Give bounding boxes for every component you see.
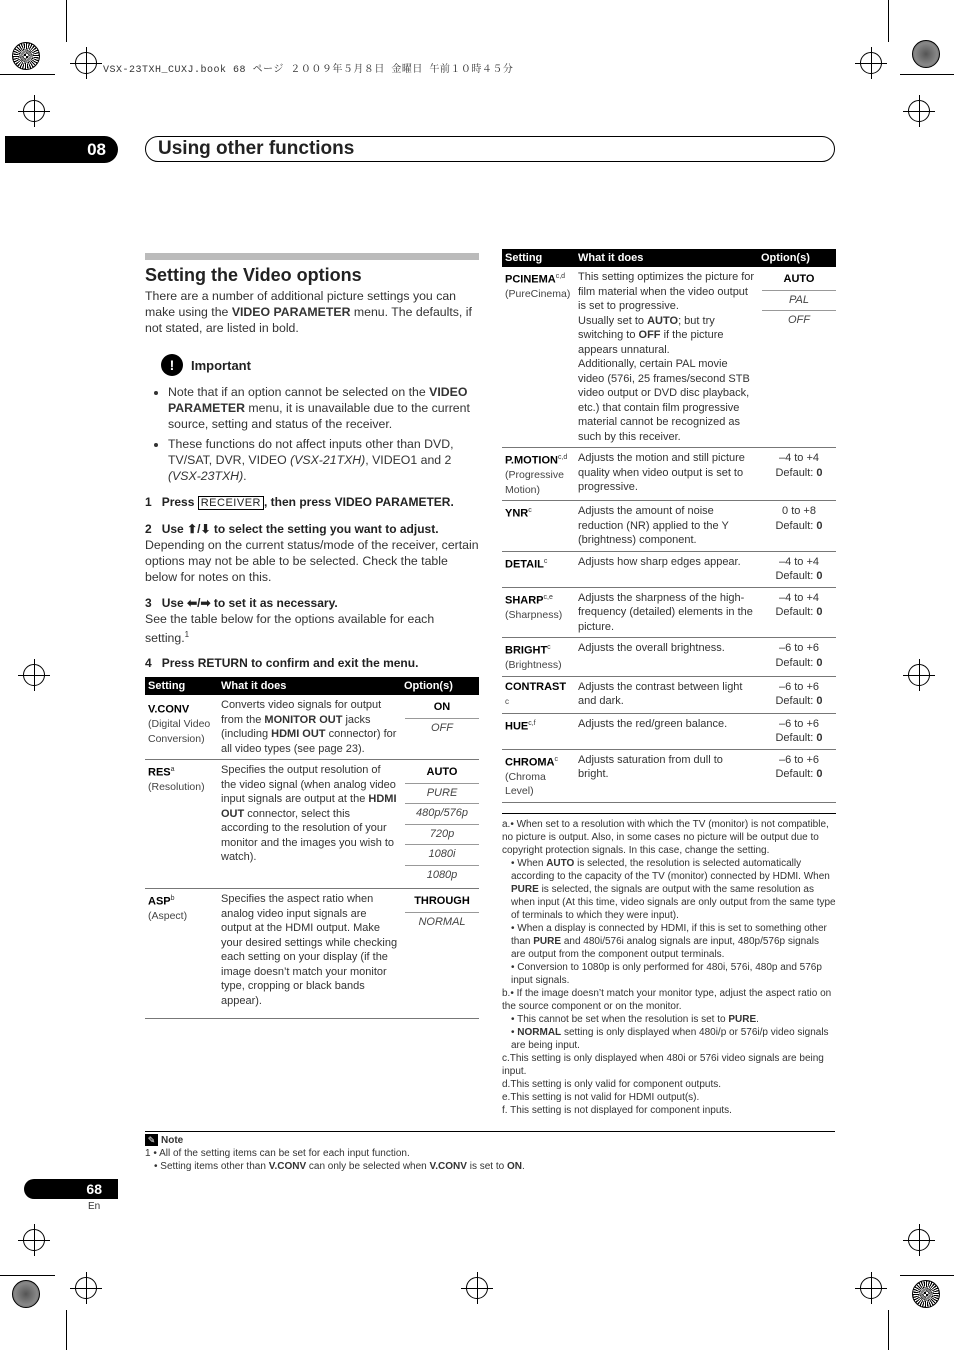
- footnote-f: f. This setting is not displayed for component inputs.: [502, 1104, 732, 1116]
- table-row-chroma: CHROMA$^c$ (Chroma Level) Adjusts saturation from dull to bright. –6 to +6 Default: 0: [502, 749, 836, 802]
- footnote-b3: • NORMAL setting is only displayed when 480i/p or 576i/p video signals are being input.: [511, 1026, 829, 1051]
- crop-line: [0, 1275, 55, 1276]
- page-language: En: [88, 1201, 101, 1212]
- header-options: Option(s): [401, 677, 479, 695]
- important-icon: !: [161, 354, 183, 376]
- footnote-a2: • When AUTO is selected, the resolution is selected automatically according to the capacity of the TV (monitor) connected by HDMI. When PURE is selected, the signals are output with the same resolution as when input (At this time, video signals are only output from the same type of terminals to which they were input).: [511, 857, 836, 921]
- video-options-table-right: [502, 249, 836, 803]
- step-4: 4 Press RETURN to confirm and exit the menu.: [145, 656, 419, 671]
- default-value: Default: 0: [775, 768, 823, 781]
- important-label: Important: [191, 358, 251, 373]
- crosshair-mark: [23, 100, 45, 122]
- footnote-b2: • This cannot be set when the resolution is set to PURE.: [511, 1013, 759, 1025]
- crop-line: [888, 0, 889, 42]
- crop-line: [900, 74, 954, 75]
- option-normal: NORMAL: [418, 915, 466, 928]
- receiver-key: RECEIVER: [198, 496, 264, 510]
- option-off: OFF: [431, 721, 453, 734]
- option-720p: 720p: [405, 825, 479, 846]
- option-1080p: 1080p: [426, 868, 458, 881]
- chapter-title: Using other functions: [158, 138, 355, 159]
- crop-line: [0, 74, 55, 75]
- video-options-table-left: [145, 677, 479, 1019]
- header-what: What it does: [575, 249, 758, 267]
- table-row-contrast: CONTRAST c Adjusts the contrast between light and dark. –6 to +6 Default: 0: [502, 676, 836, 713]
- crosshair-mark: [23, 1229, 45, 1251]
- table-row-sharp: SHARP$^{c,e}$ (Sharpness) Adjusts the sharpness of the high-frequency (detailed) elements in the picture. –4 to +4 Default: 0: [502, 587, 836, 638]
- crosshair-mark: [75, 52, 97, 74]
- range-value: –6 to +6: [778, 717, 820, 730]
- important-list: [145, 384, 479, 484]
- note-line-1: 1 • All of the setting items can be set for each input function.: [145, 1148, 410, 1159]
- default-value: Default: 0: [775, 656, 823, 669]
- crop-line: [66, 1310, 67, 1350]
- crosshair-mark: [23, 664, 45, 686]
- step-3-body: See the table below for the options available for each setting.$^1$: [145, 612, 435, 646]
- crop-line: [900, 1275, 954, 1276]
- print-header: VSX-23TXH_CUXJ.book 68 ページ ２００９年５月８日 金曜日 午前１０時４５分: [103, 65, 514, 76]
- footnote-b1: b.• If the image doesn’t match your monitor type, adjust the aspect ratio on the source component or on the monitor.: [502, 987, 832, 1012]
- default-value: Default: 0: [775, 732, 823, 745]
- option-pal: PAL: [762, 291, 836, 312]
- footnote-c: c.This setting is only displayed when 480i or 576i video signals are being input.: [502, 1052, 824, 1077]
- default-value: Default: 0: [775, 570, 823, 583]
- default-value: Default: 0: [775, 695, 823, 708]
- range-value: –4 to +4: [778, 591, 820, 604]
- footnote-a3: • When a display is connected by HDMI, if this is set to something other than PURE and 480i/576i analog signals are input, 480p/576p signals are output from the component output terminals.: [511, 922, 827, 960]
- crosshair-mark: [860, 1277, 882, 1299]
- table-row-hue: HUE$^{c,f}$ Adjusts the red/green balance. –6 to +6 Default: 0: [502, 713, 836, 749]
- footnote-d: d.This setting is only valid for component outputs.: [502, 1078, 722, 1090]
- option-auto: AUTO: [405, 763, 479, 784]
- left-column: [145, 253, 479, 1019]
- crosshair-mark: [466, 1277, 488, 1299]
- table-row-bright: BRIGHT$^c$ (Brightness) Adjusts the overall brightness. –6 to +6 Default: 0: [502, 638, 836, 677]
- range-value: –6 to +6: [778, 753, 820, 766]
- crosshair-mark: [908, 1229, 930, 1251]
- option-on: ON: [405, 698, 479, 719]
- header-setting: Setting: [145, 677, 218, 695]
- table-row-detail: DETAIL$^c$ Adjusts how sharp edges appear. –4 to +4 Default: 0: [502, 551, 836, 587]
- note-area: [145, 1131, 835, 1173]
- table-row-pcinema: PCINEMA$^{c,d}$ (PureCinema) This setting optimizes the picture for film material when the video output is set to progressive. Usually set to AUTO; but try switching to OFF if the picture appears unnatural. Additionally, certain PAL movie video (576i, 25 frames/second STB video output or DVD disc playback, etc.) that contain film progressive material cannot be recognized as such by this receiver. AUTO PAL OFF: [502, 267, 836, 448]
- step-2-body: Depending on the current status/mode of the receiver, certain options may not be able to be selected. Check the table below for notes on this.: [145, 538, 479, 584]
- option-off: OFF: [788, 314, 810, 326]
- option-1080i: 1080i: [405, 845, 479, 866]
- registration-starburst-bottom-right: [912, 1280, 940, 1308]
- table-row-res: RES$^a$ (Resolution) Specifies the output resolution of the video signal (when analog video input signals are output at the HDMI OUT connector, select this according to the resolution of your monitor and the images you wish to watch). AUTO PURE 480p/576p 720p 1080i 1080p: [145, 760, 479, 889]
- step-2: 2 Use ⬆/⬇ to select the setting you want to adjust.: [145, 522, 439, 536]
- crop-line: [888, 1310, 889, 1350]
- range-value: –4 to +4: [778, 452, 820, 464]
- right-column: [502, 249, 836, 1117]
- header-setting: Setting: [502, 249, 575, 267]
- footnote-a1: a.• When set to a resolution with which the TV (monitor) is not compatible, no picture is output. Also, in some cases no picture will be output due to copyright protection signals. In this case, change the setting.: [502, 818, 829, 856]
- chapter-number: 08: [5, 136, 118, 163]
- range-value: –6 to +6: [778, 642, 820, 655]
- left-right-arrow-icon: ⬅/➡: [187, 596, 211, 610]
- list-item: • These functions do not affect inputs other than DVD, TV/SAT, DVR, VIDEO (VSX-21TXH), VIDEO1 and 2 (VSX-23TXH).: [168, 436, 479, 484]
- crosshair-mark: [75, 1277, 97, 1299]
- footnote-e: e.This setting is not valid for HDMI output(s).: [502, 1091, 700, 1103]
- section-title: Setting the Video options: [145, 265, 362, 285]
- section-intro: There are a number of additional picture settings you can make using the VIDEO PARAMETER menu. The defaults, if not stated, are listed in bold.: [145, 289, 472, 335]
- registration-starburst-top-right: [912, 40, 940, 68]
- step-1: 1 Press RECEIVER , then press VIDEO PARAMETER.: [145, 495, 454, 509]
- option-pure: PURE: [405, 784, 479, 805]
- table-row-pmotion: P.MOTION$^{c,d}$ (Progressive Motion) Adjusts the motion and still picture quality when video output is set to progressive. –4 to +4 Default: 0: [502, 448, 836, 501]
- range-value: 0 to +8: [782, 505, 816, 518]
- range-value: –6 to +6: [778, 680, 820, 693]
- footnote-a4: • Conversion to 1080p is only performed for 480i, 576i, 480p and 576p input signals.: [511, 961, 822, 986]
- header-what: What it does: [218, 677, 401, 695]
- default-value: Default: 0: [775, 606, 823, 619]
- option-480p-576p: 480p/576p: [405, 804, 479, 825]
- table-row-asp: ASP$^b$ (Aspect) Specifies the aspect ratio when analog video input signals are output at the HDMI output. Make your desired settings while checking each setting on your display (if the image doesn’t match your monitor type, cropping or black bands appear). THROUGH NORMAL: [145, 889, 479, 1019]
- note-heading: ✎ Note: [145, 1134, 835, 1147]
- crosshair-mark: [860, 52, 882, 74]
- header-options: Option(s): [758, 249, 836, 267]
- default-value: Default: 0: [775, 519, 823, 532]
- up-down-arrow-icon: ⬆/⬇: [187, 522, 211, 536]
- step-3: 3 Use ⬅/➡ to set it as necessary.: [145, 596, 338, 610]
- section-rule: [145, 253, 479, 260]
- registration-starburst-bottom-left: [12, 1280, 40, 1308]
- option-auto: AUTO: [762, 270, 836, 291]
- crop-line: [66, 0, 67, 42]
- note-line-2: • Setting items other than V.CONV can only be selected when V.CONV is set to ON.: [154, 1161, 525, 1172]
- note-pencil-icon: ✎: [145, 1134, 158, 1146]
- default-value: Default: 0: [775, 466, 823, 479]
- range-value: –4 to +4: [778, 555, 820, 568]
- list-item: • Note that if an option cannot be selected on the VIDEO PARAMETER menu, it is unavailable due to the current source, setting and status of the receiver.: [168, 384, 479, 432]
- page-number: 68: [24, 1179, 118, 1199]
- table-row-ynr: YNR$^c$ Adjusts the amount of noise reduction (NR) applied to the Y (brightness) component. 0 to +8 Default: 0: [502, 501, 836, 552]
- crosshair-mark: [908, 664, 930, 686]
- registration-starburst-top-left: [12, 42, 40, 70]
- table-row-vconv: V.CONV (Digital Video Conversion) Converts video signals for output from the MONITOR OUT jacks (including HDMI OUT connector) for all video types (see page 23). ON OFF: [145, 695, 479, 760]
- important-callout: [145, 354, 479, 380]
- footnotes: [502, 813, 836, 1117]
- option-through: THROUGH: [405, 892, 479, 913]
- crosshair-mark: [908, 100, 930, 122]
